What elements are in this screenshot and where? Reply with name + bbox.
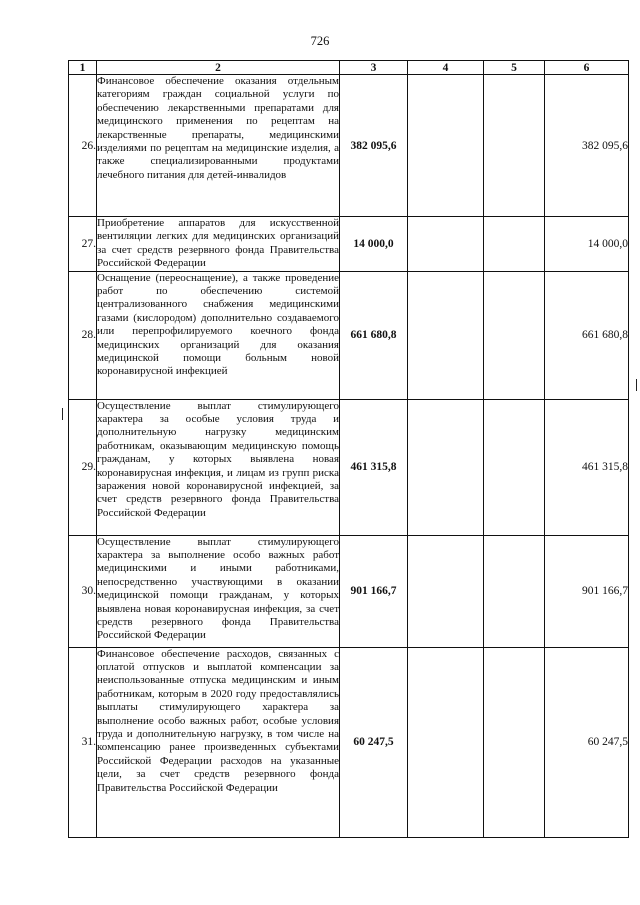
row-description: Осуществление выплат стимулирующего характера за выполнение особо важных работ медицинскими и иными работниками, непосредственно участвующими в оказании медицинской помощи гражданам, у которых выявлена новая коронавирусная инфекция, за счет средств резервного фонда Правительства Российской Федерации — [97, 535, 340, 647]
table-row — [69, 271, 629, 399]
row-col-5 — [484, 217, 545, 272]
row-amount: 14 000,0 — [340, 217, 408, 272]
header-col-1: 1 — [69, 61, 97, 75]
row-number: 29. — [69, 399, 97, 535]
table-row — [69, 535, 629, 647]
row-amount: 382 095,6 — [340, 75, 408, 217]
header-col-5: 5 — [484, 61, 545, 75]
row-col-4 — [408, 75, 484, 217]
row-col-4 — [408, 217, 484, 272]
row-description: Оснащение (переоснащение), а также проведение работ по обеспечению системой централизованного снабжения медицинскими газами (кислородом) дополнительно создаваемого или перепрофилируемого коечного фонда медицинских организаций для оказания медицинской помощи больным новой коронавирусной инфекцией — [97, 271, 340, 399]
row-number: 27. — [69, 217, 97, 272]
scan-mark-right — [636, 379, 637, 391]
row-col-4 — [408, 271, 484, 399]
page-number: 726 — [310, 34, 330, 48]
table-row — [69, 75, 629, 217]
header-col-4: 4 — [408, 61, 484, 75]
row-total: 60 247,5 — [545, 647, 629, 837]
row-number: 28. — [69, 271, 97, 399]
row-col-4 — [408, 647, 484, 837]
row-number: 30. — [69, 535, 97, 647]
row-number: 31. — [69, 647, 97, 837]
row-description: Финансовое обеспечение оказания отдельным категориям граждан социальной услуги по обеспечению лекарственными препаратами для медицинского применения по рецептам на лекарственные препараты, медицинскими изделиями по рецептам на медицинские изделия, а также специализированными продуктами лечебного питания для детей-инвалидов — [97, 75, 340, 217]
row-col-5 — [484, 271, 545, 399]
table-row — [69, 647, 629, 837]
row-amount: 901 166,7 — [340, 535, 408, 647]
row-col-5 — [484, 399, 545, 535]
header-col-6: 6 — [545, 61, 629, 75]
row-col-4 — [408, 535, 484, 647]
row-total: 901 166,7 — [545, 535, 629, 647]
row-amount: 661 680,8 — [340, 271, 408, 399]
row-number: 26. — [69, 75, 97, 217]
table-row — [69, 217, 629, 272]
row-col-5 — [484, 535, 545, 647]
row-total: 661 680,8 — [545, 271, 629, 399]
budget-table — [68, 60, 629, 838]
row-total: 461 315,8 — [545, 399, 629, 535]
table-row — [69, 399, 629, 535]
header-col-2: 2 — [97, 61, 340, 75]
row-amount: 60 247,5 — [340, 647, 408, 837]
scan-mark-left — [62, 408, 63, 420]
row-total: 14 000,0 — [545, 217, 629, 272]
row-amount: 461 315,8 — [340, 399, 408, 535]
row-col-5 — [484, 75, 545, 217]
row-description: Приобретение аппаратов для искусственной вентиляции легких для медицинских организаций за счет средств резервного фонда Правительства Российской Федерации — [97, 217, 339, 270]
header-col-3: 3 — [340, 61, 408, 75]
row-total: 382 095,6 — [545, 75, 629, 217]
header-row — [69, 61, 629, 75]
row-col-4 — [408, 399, 484, 535]
row-description: Осуществление выплат стимулирующего характера за особые условия труда и дополнительную нагрузку медицинским работникам, оказывающим медицинскую помощь гражданам, у которых выявлена новая коронавирусная инфекция, и лицам из групп риска заражения новой коронавирусной инфекцией, за счет средств резервного фонда Правительства Российской Федерации — [97, 399, 340, 535]
row-col-5 — [484, 647, 545, 837]
row-description: Финансовое обеспечение расходов, связанных с оплатой отпусков и выплатой компенсации за неиспользованные отпуска медицинским и иным работникам, которым в 2020 году предоставлялись выплаты стимулирующего характера за выполнение особо важных работ, особые условия труда и дополнительную нагрузку, в том числе на компенсацию ранее произведенных субъектами Российской Федерации расходов на указанные цели, за счет средств резервного фонда Правительства Российской Федерации — [97, 647, 340, 837]
